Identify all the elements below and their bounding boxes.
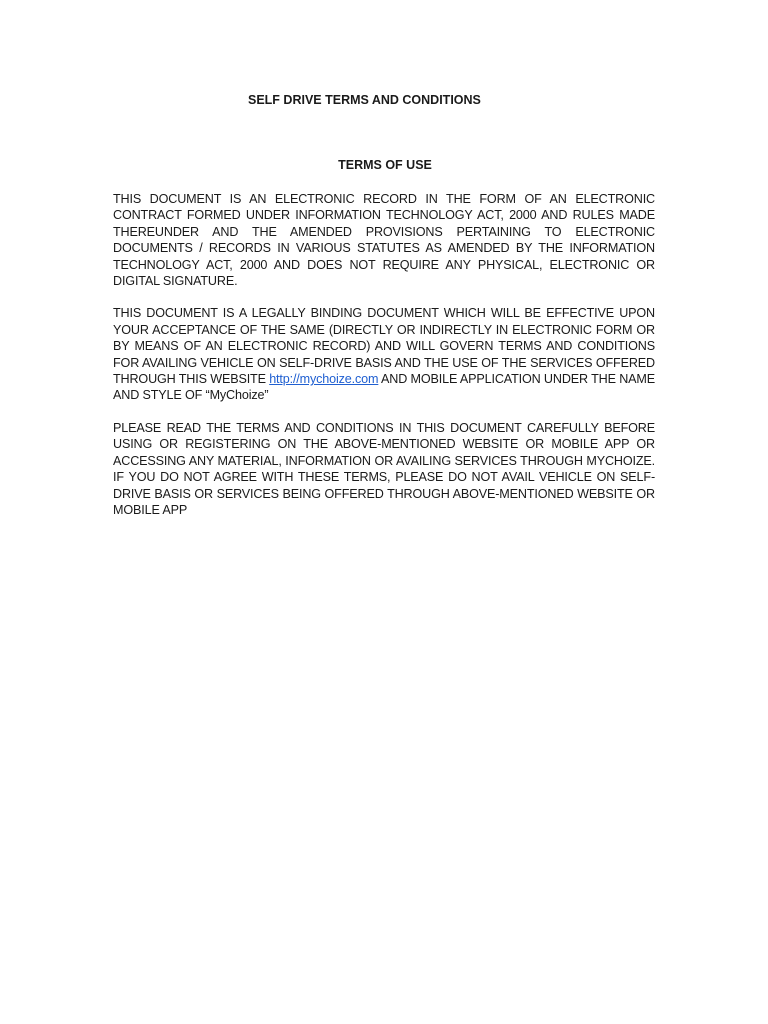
paragraph-legally-binding-text-end: AND MOBILE APPLICATION UNDER THE NAME AND STYLE OF “MyChoize”	[113, 372, 655, 403]
document-body	[113, 191, 655, 534]
website-link[interactable]: http://mychoize.com	[269, 372, 379, 387]
paragraph-legally-binding	[113, 305, 655, 403]
paragraph-legally-binding-text: THIS DOCUMENT IS A LEGALLY BINDING DOCUMENT WHICH WILL BE EFFECTIVE UPON YOUR ACCEPTANCE OF THE SAME (DIRECTLY OR INDIRECTLY IN ELECTRONIC FORM OR BY MEANS OF AN ELECTRONIC RECORD) AND WILL GOVERN TERMS AND CONDITIONS FOR AVAILING VEHICLE ON SELF-DRIVE BASIS AND THE USE OF THE SERVICES OFFERED THROUGH THIS WEBSITE	[113, 306, 655, 387]
paragraph-electronic-record: THIS DOCUMENT IS AN ELECTRONIC RECORD IN THE FORM OF AN ELECTRONIC CONTRACT FORMED UNDER INFORMATION TECHNOLOGY ACT, 2000 AND RULES MADE THEREUNDER AND THE AMENDED PROVISIONS PERTAINING TO ELECTRONIC DOCUMENTS / RECORDS IN VARIOUS STATUTES AS AMENDED BY THE INFORMATION TECHNOLOGY ACT, 2000 AND DOES NOT REQUIRE ANY PHYSICAL, ELECTRONIC OR DIGITAL SIGNATURE.	[113, 192, 655, 289]
paragraph-please-read: PLEASE READ THE TERMS AND CONDITIONS IN THIS DOCUMENT CAREFULLY BEFORE USING OR REGISTERING ON THE ABOVE-MENTIONED WEBSITE OR MOBILE APP OR ACCESSING ANY MATERIAL, INFORMATION OR AVAILING SERVICES THROUGH MYCHOIZE. IF YOU DO NOT AGREE WITH THESE TERMS, PLEASE DO NOT AVAIL VEHICLE ON SELF-DRIVE BASIS OR SERVICES BEING OFFERED THROUGH ABOVE-MENTIONED WEBSITE OR MOBILE APP	[113, 420, 655, 517]
document-title: SELF DRIVE TERMS AND CONDITIONS	[248, 93, 481, 107]
section-title-terms-of-use: TERMS OF USE	[338, 158, 432, 172]
